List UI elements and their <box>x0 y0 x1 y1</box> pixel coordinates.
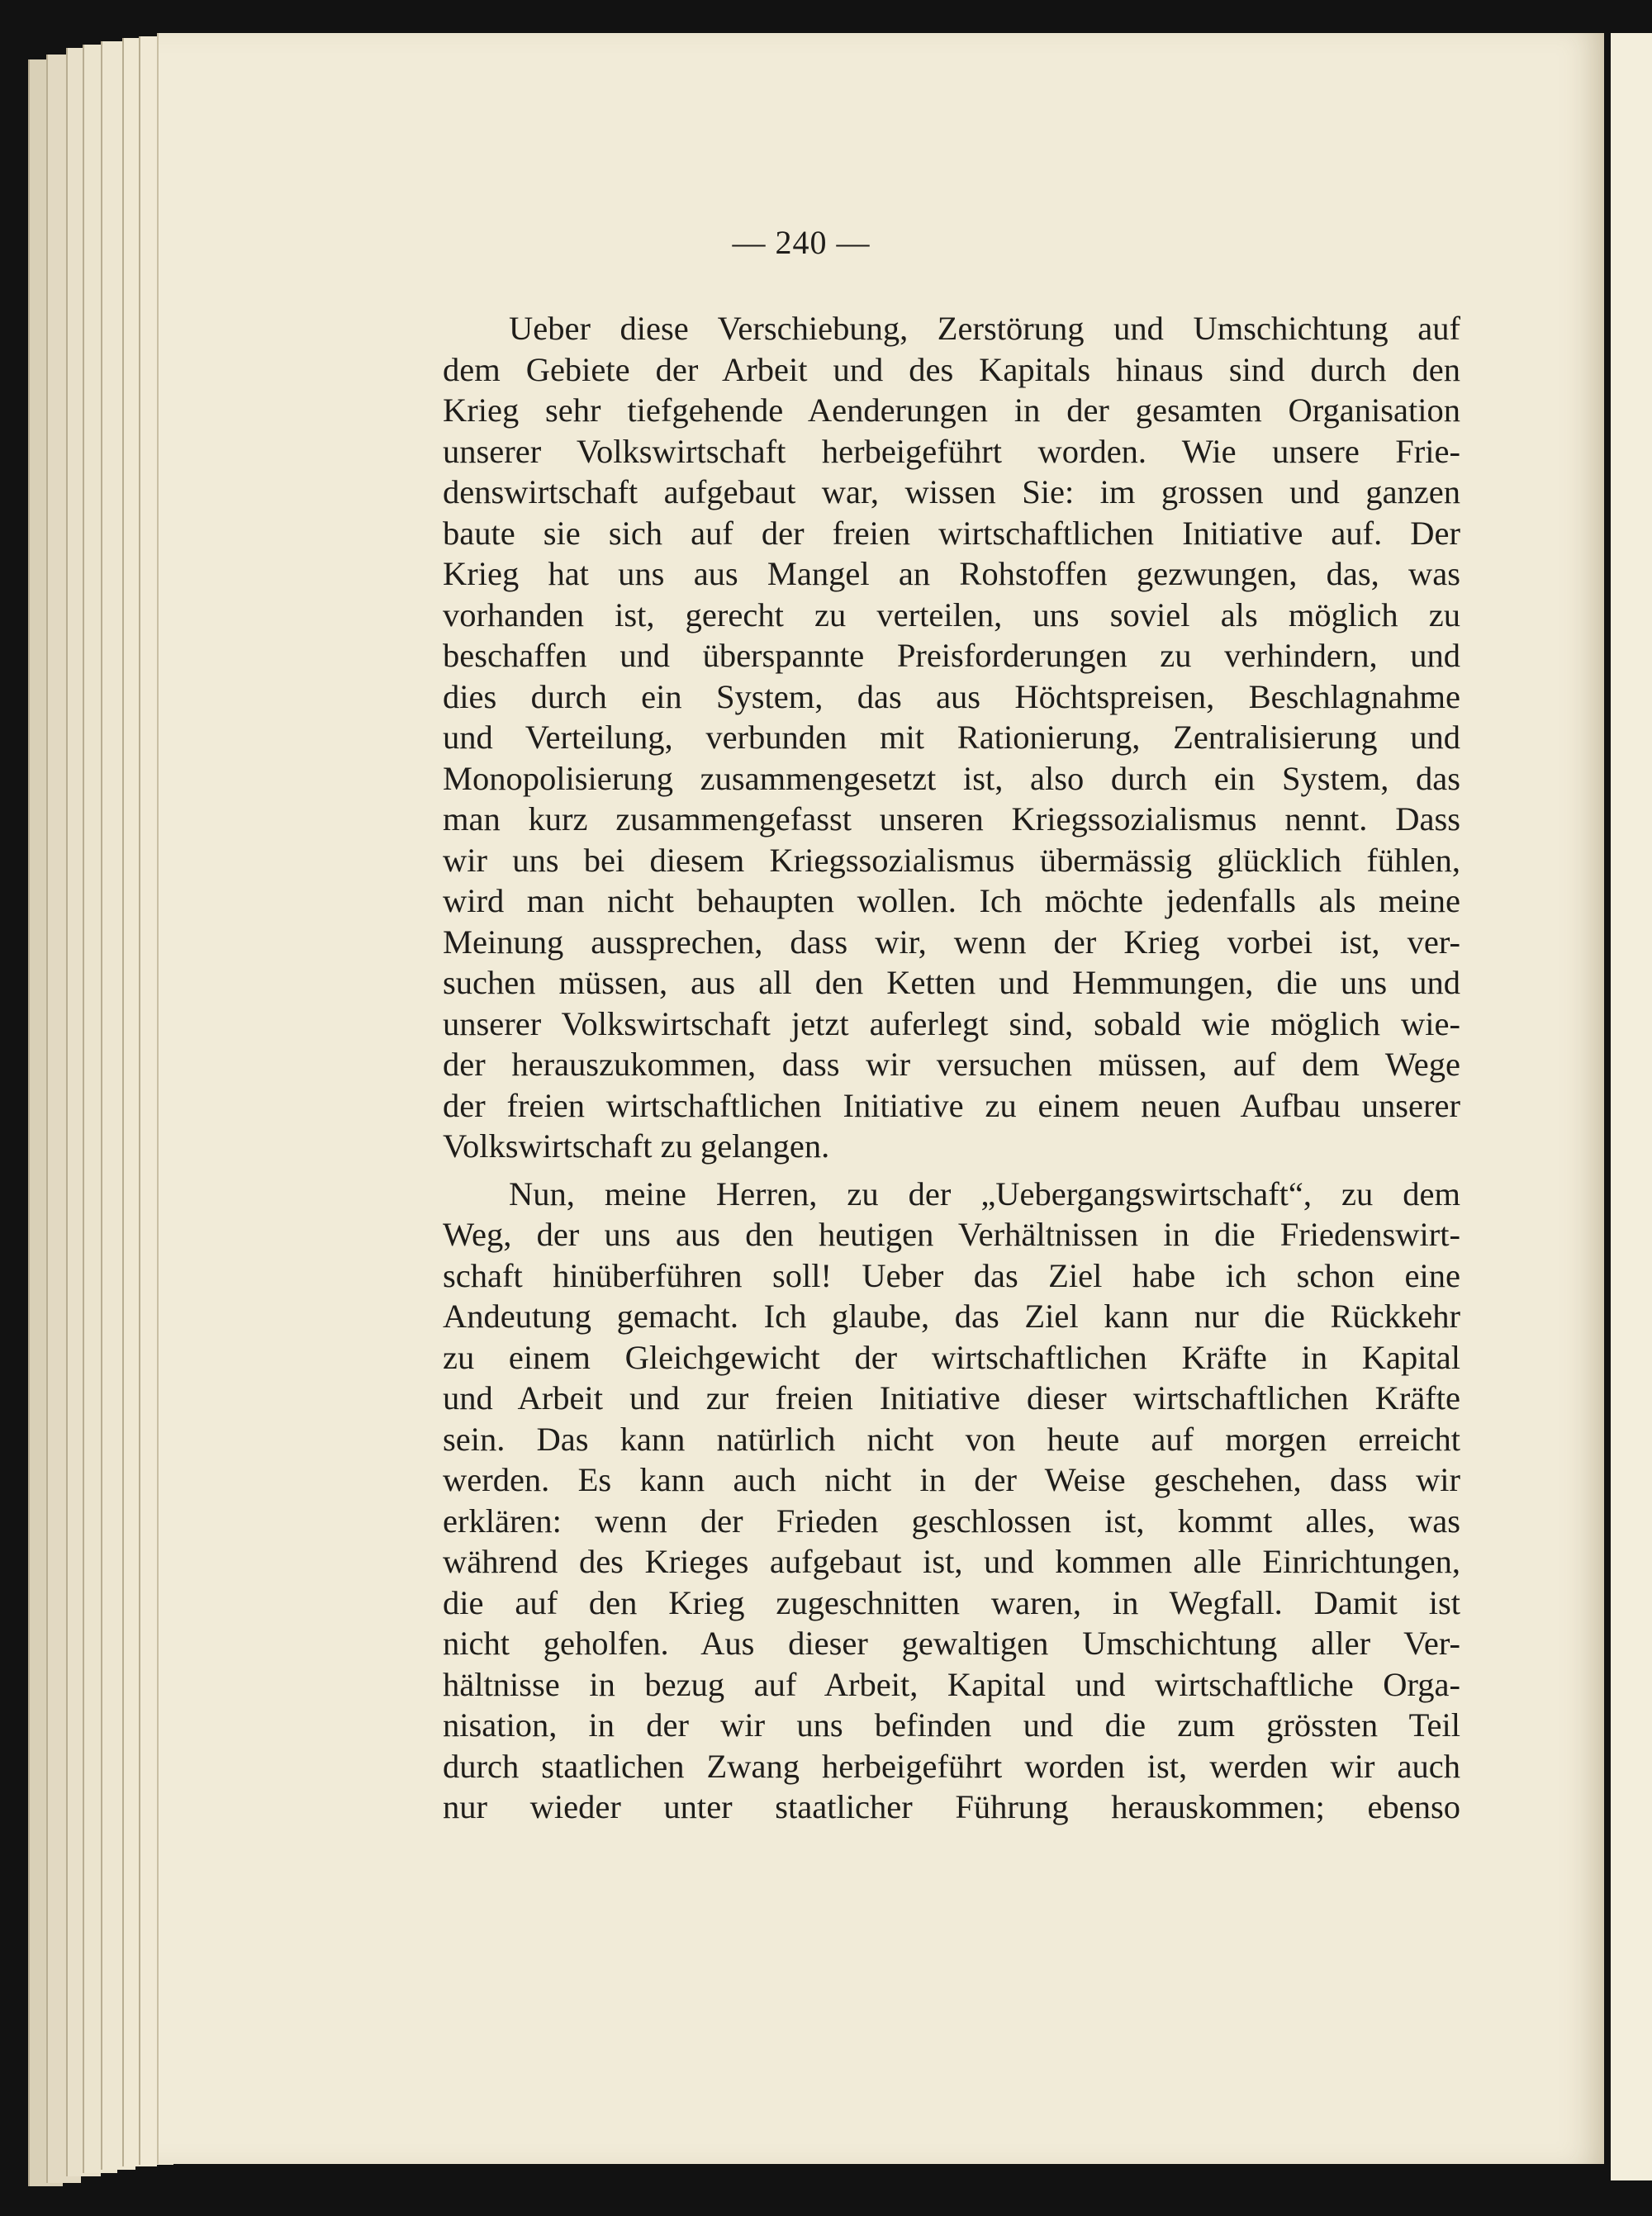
text-line: Andeutung gemacht. Ich glaube, das Ziel kann nur die Rückkehr <box>443 1298 1460 1335</box>
text-line: Monopolisierung zusammengesetzt ist, also durch ein System, das <box>443 759 1460 797</box>
text-line: unserer Volkswirtschaft herbeigeführt worden. Wie unsere Frie- <box>443 432 1460 470</box>
text-line: zu einem Gleichgewicht der wirtschaftlichen Kräfte in Kapital <box>443 1338 1460 1376</box>
text-line: werden. Es kann auch nicht in der Weise geschehen, dass wir <box>443 1461 1460 1498</box>
facing-page-strip <box>1611 33 1652 2180</box>
text-line: dies durch ein System, das aus Höchtspreisen, Beschlagnahme <box>443 677 1460 715</box>
text-line: nisation, in der wir uns befinden und die zum grössten Teil <box>443 1706 1460 1744</box>
text-line: und Verteilung, verbunden mit Rationierung, Zentralisierung und <box>443 719 1460 756</box>
text-line: der freien wirtschaftlichen Initiative zu einem neuen Aufbau unserer <box>443 1086 1460 1124</box>
text-line: wir uns bei diesem Kriegssozialismus übermässig glücklich fühlen, <box>443 841 1460 879</box>
text-line: man kurz zusammengefasst unseren Kriegssozialismus nennt. Dass <box>443 800 1460 838</box>
text-line: Krieg hat uns aus Mangel an Rohstoffen gezwungen, das, was <box>443 555 1460 592</box>
text-line: unserer Volkswirtschaft jetzt auferlegt sind, sobald wie möglich wie- <box>443 1004 1460 1042</box>
text-line: und Arbeit und zur freien Initiative dieser wirtschaftlichen Kräfte <box>443 1379 1460 1416</box>
text-line: die auf den Krieg zugeschnitten waren, in Wegfall. Damit ist <box>443 1583 1460 1621</box>
paragraph-gap <box>443 1167 1460 1174</box>
text-line: nur wieder unter staatlicher Führung herauskommen; ebenso <box>443 1788 1460 1825</box>
text-line: denswirtschaft aufgebaut war, wissen Sie: im grossen und ganzen <box>443 473 1460 510</box>
text-line: dem Gebiete der Arbeit und des Kapitals hinaus sind durch den <box>443 350 1460 388</box>
paragraph <box>443 308 1460 1167</box>
text-line: beschaffen und überspannte Preisforderungen zu verhindern, und <box>443 637 1460 674</box>
paragraph <box>443 1174 1460 1828</box>
text-line: durch staatlichen Zwang herbeigeführt worden ist, werden wir auch <box>443 1747 1460 1785</box>
body-text <box>443 308 1460 1828</box>
text-line: sein. Das kann natürlich nicht von heute auf morgen erreicht <box>443 1420 1460 1458</box>
text-line: der herauszukommen, dass wir versuchen müssen, auf dem Wege <box>443 1046 1460 1083</box>
text-line: Nun, meine Herren, zu der „Uebergangswirtschaft“, zu dem <box>509 1174 1460 1212</box>
text-line: Ueber diese Verschiebung, Zerstörung und Umschichtung auf <box>509 310 1460 347</box>
text-line: hältnisse in bezug auf Arbeit, Kapital und wirtschaftliche Orga- <box>443 1665 1460 1703</box>
text-line: erklären: wenn der Frieden geschlossen ist, kommt alles, was <box>443 1502 1460 1540</box>
text-line: wird man nicht behaupten wollen. Ich möchte jedenfalls als meine <box>443 882 1460 919</box>
text-line: Weg, der uns aus den heutigen Verhältnissen in die Friedenswirt- <box>443 1216 1460 1253</box>
text-line: suchen müssen, aus all den Ketten und Hemmungen, die uns und <box>443 964 1460 1001</box>
page-number: — 240 — <box>732 224 871 261</box>
text-line: baute sie sich auf der freien wirtschaftlichen Initiative auf. Der <box>443 514 1460 552</box>
text-line: Meinung aussprechen, dass wir, wenn der Krieg vorbei ist, ver- <box>443 923 1460 961</box>
text-line: während des Krieges aufgebaut ist, und kommen alle Einrichtungen, <box>443 1543 1460 1580</box>
text-line: nicht geholfen. Aus dieser gewaltigen Umschichtung aller Ver- <box>443 1625 1460 1662</box>
text-line: schaft hinüberführen soll! Ueber das Ziel habe ich schon eine <box>443 1256 1460 1294</box>
text-line: Volkswirtschaft zu gelangen. <box>443 1127 830 1165</box>
text-line: vorhanden ist, gerecht zu verteilen, uns soviel als möglich zu <box>443 596 1460 633</box>
text-line: Krieg sehr tiefgehende Aenderungen in der gesamten Organisation <box>443 391 1460 429</box>
